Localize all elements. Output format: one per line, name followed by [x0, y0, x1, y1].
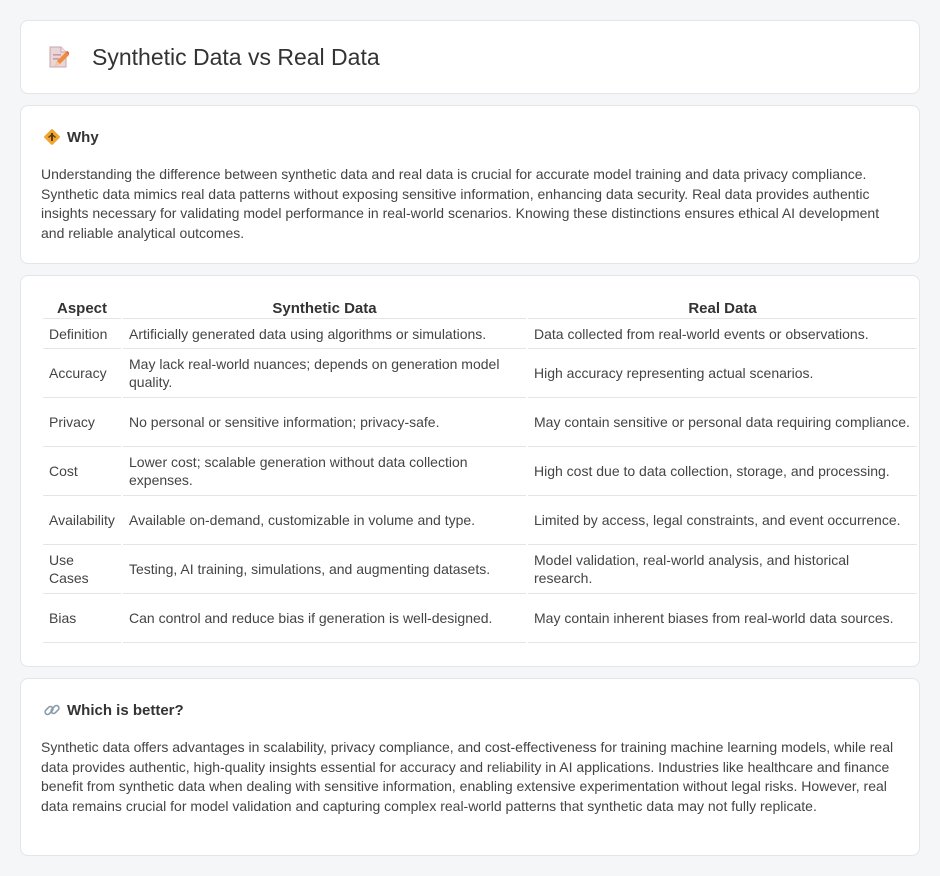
aspect-cell: Accuracy — [43, 349, 121, 398]
synthetic-cell: No personal or sensitive information; privacy-safe. — [123, 398, 526, 447]
aspect-cell: Privacy — [43, 398, 121, 447]
aspect-cell: Definition — [43, 319, 121, 349]
table-header-row — [43, 296, 917, 319]
why-title: Why — [67, 128, 99, 146]
why-text: Understanding the difference between synthetic data and real data is crucial for accurate model training and data privacy compliance. Synthetic data mimics real data patterns without exposing sensitive information, enhancing data security. Real data provides authentic insights necessary for validating model performance in real-world scenarios. Knowing these distinctions ensures ethical AI development and reliable analytical outcomes. — [41, 166, 880, 241]
synthetic-cell: Testing, AI training, simulations, and augmenting datasets. — [123, 545, 526, 594]
header-real-data: Real Data — [528, 296, 917, 319]
table-row — [43, 594, 917, 643]
real-cell: High accuracy representing actual scenarios. — [528, 349, 917, 398]
which-is-better-section — [20, 678, 920, 856]
real-cell: Limited by access, legal constraints, and event occurrence. — [528, 496, 917, 545]
comparison-table — [41, 296, 919, 643]
real-cell: High cost due to data collection, storage, and processing. — [528, 447, 917, 496]
page-title: Synthetic Data vs Real Data — [92, 43, 380, 70]
document-pencil-icon — [47, 45, 69, 69]
aspect-cell: Cost — [43, 447, 121, 496]
aspect-cell: Bias — [43, 594, 121, 643]
header-synthetic-data: Synthetic Data — [123, 296, 526, 319]
table-row — [43, 319, 917, 349]
aspect-cell: Use Cases — [43, 545, 121, 594]
synthetic-cell: Artificially generated data using algorithms or simulations. — [123, 319, 526, 349]
table-row — [43, 447, 917, 496]
real-cell: May contain inherent biases from real-world data sources. — [528, 594, 917, 643]
synthetic-cell: Can control and reduce bias if generation is well-designed. — [123, 594, 526, 643]
real-cell: Model validation, real-world analysis, and historical research. — [528, 545, 917, 594]
real-cell: Data collected from real-world events or observations. — [528, 319, 917, 349]
table-row — [43, 545, 917, 594]
table-row — [43, 398, 917, 447]
synthetic-cell: Available on-demand, customizable in volume and type. — [123, 496, 526, 545]
comparison-table-card — [20, 275, 920, 667]
header-aspect: Aspect — [43, 296, 121, 319]
synthetic-cell: May lack real-world nuances; depends on generation model quality. — [123, 349, 526, 398]
which-is-better-text: Synthetic data offers advantages in scalability, privacy compliance, and cost-effectiveness for training machine learning models, while real data provides authentic, high-quality insights essential for accuracy and reliability in AI applications. Industries like healthcare and finance benefit from synthetic data when dealing with sensitive information, enabling extensive experimentation without legal risks. However, real data remains crucial for model validation and capturing complex real-world patterns that synthetic data may not fully replicate. — [41, 739, 894, 814]
diamond-sign-icon — [43, 128, 61, 146]
why-section — [20, 105, 920, 264]
aspect-cell: Availability — [43, 496, 121, 545]
which-is-better-title: Which is better? — [67, 701, 184, 719]
table-row — [43, 496, 917, 545]
table-row — [43, 349, 917, 398]
real-cell: May contain sensitive or personal data requiring compliance. — [528, 398, 917, 447]
link-icon — [43, 701, 61, 719]
title-card — [20, 20, 920, 94]
synthetic-cell: Lower cost; scalable generation without data collection expenses. — [123, 447, 526, 496]
